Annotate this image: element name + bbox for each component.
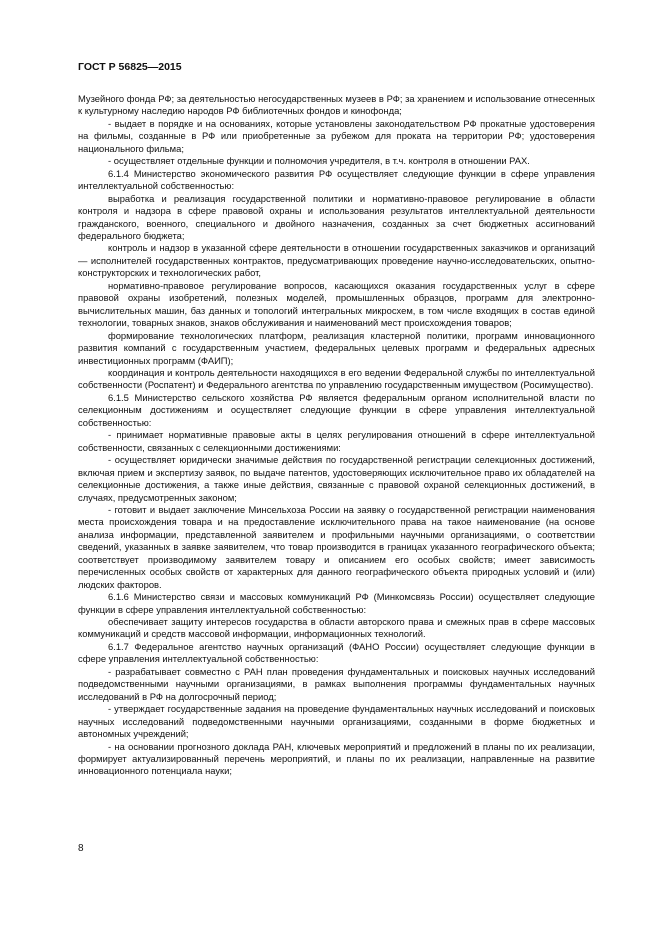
document-body (78, 93, 595, 778)
paragraph: 6.1.4 Министерство экономического развития РФ осуществляет следующие функции в сфере управления интеллектуальной собственностью: (78, 167, 595, 192)
paragraph: - выдает в порядке и на основаниях, которые установлены законодательством РФ прокатные удостоверения на фильмы, созданные в РФ или приобретенные за рубежом для проката на территории РФ; удостоверения национального фильма; (78, 117, 595, 154)
paragraph: - принимает нормативные правовые акты в целях регулирования отношений в сфере интеллектуальной собственности, связанных с селекционными достижениями: (78, 429, 595, 453)
paragraph: - осуществляет отдельные функции и полномочия учредителя, в т.ч. контроля в отношении РАХ. (108, 155, 530, 167)
paragraph: 6.1.5 Министерство сельского хозяйства РФ является федеральным органом исполнительной власти по селекционным достижениям и осуществляет следующие функции в сфере управления интеллектуальной собственностью: (78, 391, 595, 428)
paragraph: - на основании прогнозного доклада РАН, ключевых мероприятий и предложений в планы по их реализации, формирует актуализированный перечень мероприятий, и планы по их реализации, направленные на развитие инновационного потенциала науки; (78, 740, 595, 777)
paragraph: нормативно-правовое регулирование вопросов, касающихся оказания государственных услуг в сфере правовой охраны изобретений, полезных моделей, промышленных образцов, программ для электронно-вычислительных машин, баз данных и топологий интегральных микросхем, в том числе входящих в состав единой технологии, товарных знаков, знаков обслуживания и наименований мест происхождения товаров; (78, 279, 595, 329)
paragraph: - осуществляет юридически значимые действия по государственной регистрации селекционных достижений, включая прием и экспертизу заявок, по выдаче патентов, удостоверяющих исключительное право их обладателей на селекционные достижения, а также иные действия, связанные с правовой охраной селекционных достижений, в случаях, предусмотренных законом; (78, 454, 595, 503)
paragraph: 6.1.6 Министерство связи и массовых коммуникаций РФ (Минкомсвязь России) осуществляет следующие функции в сфере управления интеллектуальной собственностью: (78, 591, 595, 615)
paragraph: обеспечивает защиту интересов государства в области авторского права и смежных прав в сфере массовых коммуникаций и средств массовой информации, информационных технологий. (78, 616, 595, 640)
paragraph: - готовит и выдает заключение Минсельхоза России на заявку о государственной регистрации наименования места происхождения товара и на предоставление исключительного права на такое наименование (на основе анализа информации, представленной заявителем и профильными научными организациями, о соответствии сведений, указанных в заявке заявителем, что товар производится в границах указанного географического объекта; соответствует производимому заявителем товару и описанием его особых свойств; имеет зависимость перечисленных особых свойств от характерных для данного географического объекта природных условий и (или) людских факторов. (78, 503, 595, 590)
paragraph: выработка и реализация государственной политики и нормативно-правовое регулирование в области контроля и надзора в сфере правовой охраны и использования результатов интеллектуальной деятельности гражданского, военного, специального и двойного назначения, созданных за счет бюджетных ассигнований федерального бюджета; (78, 192, 595, 241)
paragraph: формирование технологических платформ, реализация кластерной политики, программ инновационного развития компаний с государственным участием, федеральных целевых программ и федеральных адресных инвестиционных программ (ФАИП); (78, 329, 595, 366)
page-number: 8 (78, 843, 84, 854)
document-header: ГОСТ Р 56825—2015 (78, 61, 182, 73)
paragraph: - разрабатывает совместно с РАН план проведения фундаментальных и поисковых научных исследований подведомственными научными организациями, в рамках выполнения программы фундаментальных научных исследований в РФ на долгосрочный период; (78, 665, 595, 702)
paragraph: контроль и надзор в указанной сфере деятельности в отношении государственных заказчиков и организаций — исполнителей государственных контрактов, предусматривающих проведение научно-исследовательских, опытно-конструкторских и технологических работ, (78, 242, 595, 279)
paragraph: координация и контроль деятельности находящихся в его ведении Федеральной службы по интеллектуальной собственности (Роспатент) и Федерального агентства по управлению государственным имуществом (Росимущество). (78, 366, 595, 391)
paragraph: - утверждает государственные задания на проведение фундаментальных научных исследований и поисковых научных исследований подведомственными научными организациями, созданными в форме бюджетных и автономных учреждений; (78, 703, 595, 740)
paragraph: 6.1.7 Федеральное агентство научных организаций (ФАНО России) осуществляет следующие функции в сфере управления интеллектуальной собственностью: (78, 640, 595, 665)
paragraph: Музейного фонда РФ; за деятельностью негосударственных музеев в РФ; за хранением и использование отнесенных к культурному наследию народов РФ библиотечных фондов и кинофонда; (78, 93, 595, 117)
